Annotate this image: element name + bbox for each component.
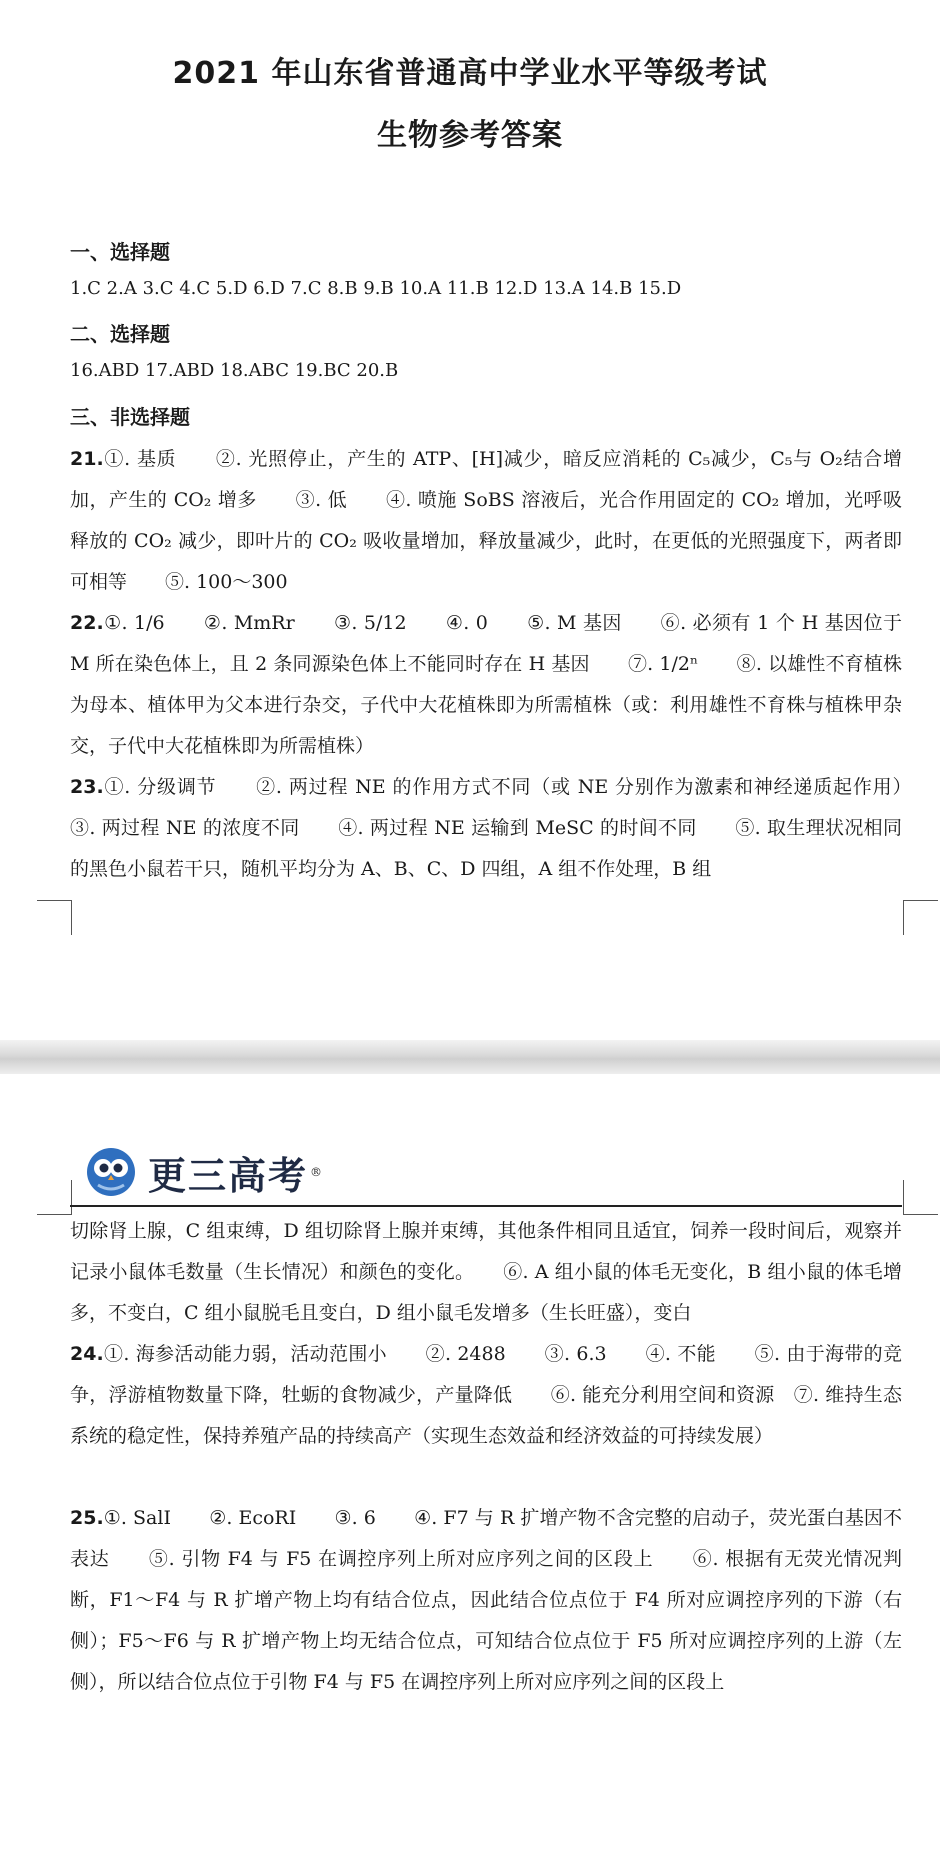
question-21-answer [70,439,902,603]
section2-answers: 16.ABD 17.ABD 18.ABC 19.BC 20.B [70,360,399,381]
document-page-2 [0,1074,940,1860]
owl-icon [86,1147,136,1197]
question-24-answer [70,1334,902,1457]
registered-mark: ® [310,1165,323,1179]
header-rule [70,1205,902,1207]
question-number: 22. [70,612,104,634]
section1-answers: 1.C 2.A 3.C 4.C 5.D 6.D 7.C 8.B 9.B 10.A 11.B 12.D 13.A 14.B 15.D [70,278,682,299]
page-separator [0,1040,940,1074]
question-25-answer [70,1498,902,1703]
answer-text: ①. 基质 ②. 光照停止，产生的 ATP、[H]减少，暗反应消耗的 C₅减少，C₅与 O₂结合增加，产生的 CO₂ 增多 ③. 低 ④. 喷施 SoBS 溶液后，光合作用固定的 CO₂ 增加，光呼吸释放的 CO₂ 减少，即叶片的 CO₂ 吸收量增加，释放量减少，此时，在更低的光照强度下，两者即可相等 ⑤. 100～300 [70,448,902,593]
section-heading-non-choice: 三、非选择题 [70,405,190,429]
question-23-answer-continued [70,1211,902,1334]
question-number: 21. [70,448,104,470]
document-title: 2021 年山东省普通高中学业水平等级考试 [172,56,768,91]
question-number: 23. [70,776,104,798]
answer-text: ①. 1/6 ②. MmRr ③. 5/12 ④. 0 ⑤. M 基因 ⑥. 必须有 1 个 H 基因位于 M 所在染色体上，且 2 条同源染色体上不能同时存在 H 基因 ⑦. 1/2ⁿ ⑧. 以雄性不育植株为母本、植体甲为父本进行杂交，子代中大花植株即为所需植株（或：利用雄性不育株与植株甲杂交，子代中大花植株即为所需植株） [70,612,909,757]
logo-text: 更三高考 [148,1153,309,1198]
answer-text: ①. 海参活动能力弱，活动范围小 ②. 2488 ③. 6.3 ④. 不能 ⑤. 由于海带的竞争，浮游植物数量下降，牡蛎的食物减少，产量降低 ⑥. 能充分利用空间和资源 ⑦. 维持生态系统的稳定性，保持养殖产品的持续高产（实现生态效益和经济效益的可持续发展） [70,1343,902,1447]
page-corner-mark [37,1180,72,1215]
question-number: 24. [70,1343,104,1365]
document-subtitle: 生物参考答案 [377,118,563,153]
question-23-answer [70,767,940,890]
page-corner-mark [903,1180,938,1215]
section-heading-choice-1: 一、选择题 [70,240,170,264]
section-heading-choice-2: 二、选择题 [70,322,170,346]
answer-text: ①. 分级调节 ②. 两过程 NE 的作用方式不同（或 NE 分别作为激素和神经递质起作用） ③. 两过程 NE 的浓度不同 ④. 两过程 NE 运输到 MeSC 的时间不同 ⑤. 取生理状况相同的黑色小鼠若干只，随机平均分为 A、B、C、D 四组，A 组不作处理，B 组 [70,776,940,880]
page-corner-mark [37,900,72,935]
question-22-answer [70,603,909,767]
answer-text: ①. SalI ②. EcoRI ③. 6 ④. F7 与 R 扩增产物不含完整的启动子，荧光蛋白基因不表达 ⑤. 引物 F4 与 F5 在调控序列上所对应序列之间的区段上 ⑥. 根据有无荧光情况判断，F1～F4 与 R 扩增产物上均有结合位点，因此结合位点位于 F4 所对应调控序列的下游（右侧）；F5～F6 与 R 扩增产物上均无结合位点，可知结合位点位于 F5 所对应调控序列的上游（左侧），所以结合位点位于引物 F4 与 F5 在调控序列上所对应序列之间的区段上 [70,1507,902,1693]
answer-text: 切除肾上腺，C 组束缚，D 组切除肾上腺并束缚，其他条件相同且适宜，饲养一段时间后，观察并记录小鼠体毛数量（生长情况）和颜色的变化。 ⑥. A 组小鼠的体毛无变化，B 组小鼠的体毛增多，不变白，C 组小鼠脱毛且变白，D 组小鼠毛发增多（生长旺盛），变白 [70,1220,902,1324]
page-corner-mark [903,900,938,935]
header-logo [86,1144,322,1200]
question-number: 25. [70,1507,104,1529]
